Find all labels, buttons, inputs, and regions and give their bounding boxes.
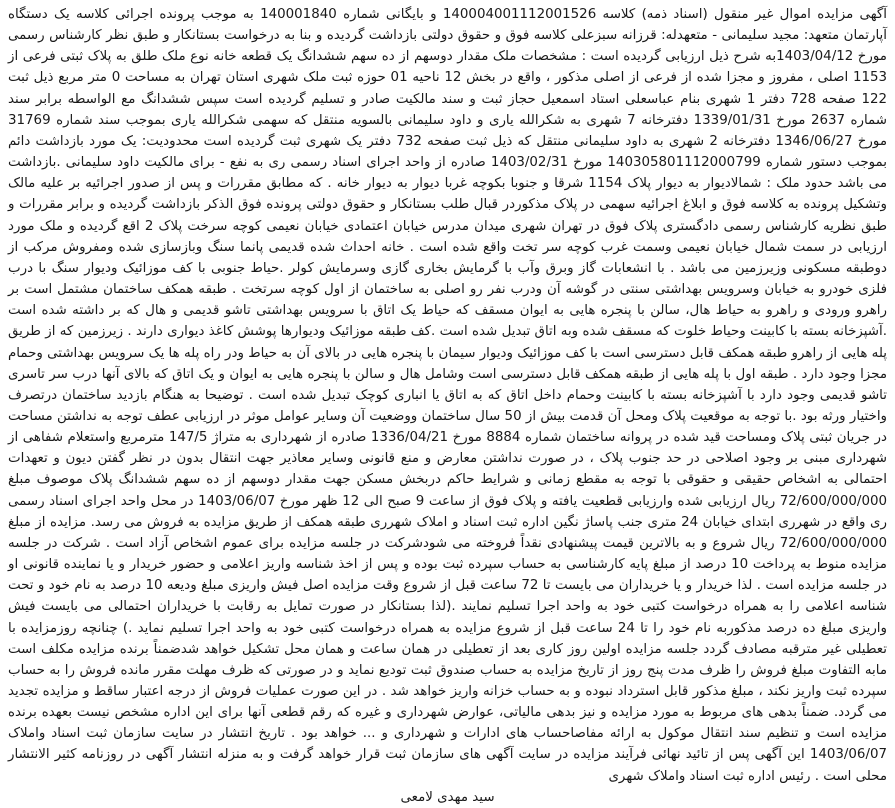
notice-signature: سید مهدی لامعی — [400, 789, 495, 805]
auction-notice-body: آگهی مزایده اموال غیر منقول (اسناد ذمه) کلاسه 140004001112001526 و بایگانی شماره 140001840 به موجب پرونده اجرائی کلاسه یک دستگاه آپارتمان متعهد: مجید سلیمانی - متعهدله: قرزانه سبزعلی کلاسه فوق و حقوق دولتی بازداشت گردیده و بنا به درخواست بستانکار و طبق نظر کارشناس رسمی مورخ 1403/04/12به شرح ذیل ارزیابی گردیده است : مشخصات ملک مقدار دوسهم از ده سهم ششدانگ یک قطعه خانه نوع ملک طلق به پلاک ثبتی فرعی از 1153 اصلی ، مفروز و مجزا شده از فرعی از اصلی مذکور ، واقع در بخش 12 ناحیه 01 حوزه ثبت ملک شهری استان تهران به مساحت 0 متر مربع ذیل ثبت 122 صفحه 728 دفتر 1 شهری بنام عباسعلی استاد اسمعیل حجاز ثبت و سند مالکیت صادر و تسلیم گردیده است سپس ششدانگ مع الواسطه برابر سند شماره 2637 مورخ 1339/01/31 دفترخانه 7 شهری به شکرالله یاری و داود سلیمانی بالسویه منتقل که سهمی شکرالله یاری بموجب سند شماره 31769 مورخ 1346/06/27 دفترخانه 2 شهری به داود سلیمانی منتقل که ذیل ثبت صفحه 732 دفتر یک شهری ثبت گردیده است محدودیت: یک مورد بازداشت دائم بموجب دستور شماره 140305801112000799 مورخ 1403/02/31 صادره از واحد اجرای اسناد رسمی ری به نفع - برای مالکیت داود سلیمانی .بازداشت می باشد حدود ملک : شمالادیوار به دیوار پلاک 1154 شرقا و جنوبا بکوچه غربا دیوار به دیوار خانه . که مطابق مقررات و پس از صدور اجرائیه بر علیه مالک وتشکیل پرونده به کلاسه فوق و ابلاغ اجرائیه سهمی در پلاک مذکوردر قبال طلب بستانکار و حقوق دولتی پرونده فوق الذکر بازداشت گردیده و برابر مقررات و طبق نظریه کارشناس رسمی دادگستری پلاک فوق در تهران شهری میدان مدرس خیابان اعتمادی خیابان نعیمی کوچه سرخت پلاک 2 اقع گردیده و ملک مورد ارزیابی در سمت شمال خیابان نعیمی وسمت غرب کوچه سر تخت واقع شده است . خانه احداث شده قدیمی پانما سنگ وبازسازی شده ومفروش مرکب از دوطبقه مسکونی وزیرزمین می باشد . با انشعابات گاز وبرق وآب با گرمایش بخاری گازی وسرمایش کولر .حیاط جنوبی با کف موزائیک ودیوار سنگ با درب فلزی خودرو به خیابان وسرویس بهداشتی سنتی در گوشه آن ودرب نفر رو اصلی به ساختمان از اول کوچه سرتخت . طبقه همکف ساختمان مشتمل است بر راهرو ورودی و راهرو به حیاط هال، سالن با پنجره هایی به ایوان مسقف که حیاط یک اتاق با سرویس بهداشتی تاشو قدیمی و هال که بر داشته شده است .آشپزخانه بسته با کابینت وحیاط خلوت که مسقف شده وبه اتاق تبدیل شده است .کف طبقه موزائیک ودیوارها پوشش کاغذ دیواری دارند . زیرزمین که از طریق پله هایی از راهرو طبقه همکف قابل دسترسی است با کف موزائیک ودیوار سیمان با پنجره هایی در بالای آن به حیاط ودر راه پله ها یک سرویس بهداشتی وحمام مجزا وجود دارد . طبقه اول با پله هایی از طبقه همکف قابل دسترسی است وشامل هال و سالن با پنجره هایی به ایوان و یک اتاق که بالای آنها درب سر تاسری تاشو قدیمی وجود دارد با آشپزخانه بسته با کابینت وحمام داخل اتاق که به اتاق یا انباری کوچک تبدیل شده است . توضیحا به هنگام بازدید ساختمان درتصرف واختیار ورثه بود .با توجه به موقعیت پلاک ومحل آن قدمت بیش از 50 سال ساختمان ووضعیت آن وسایر عوامل موثر در ارزیابی عطف توجه به نداشتن مساحت در جریان ثبتی پلاک ومساحت قید شده در پروانه ساختمان شماره 8884 مورخ 1336/04/21 صادره از شهرداری به متراژ 147/5 مترمربع واستعلام شفاهی از شهرداری مبنی بر وجود اصلاحی در حد جنوب پلاک ، در صورت نداشتن معارض و منع قانونی وسایر معاذیر جهت انتقال بدون در نظر گفتن دیون و تعهدات احتمالی به اشخاص حقیقی و حقوقی با توجه به مقطع زمانی و شرایط حاکم دربخش مسکن جهت مقدار دوسهم از ده سهم ششدانگ پلاک موصوف مبلغ 72/600/000/000 ریال ارزیابی شده وارزیابی قطعیت یافته و پلاک فوق از ساعت 9 صبح الی 12 ظهر مورخ 1403/06/07 در محل واحد اجرای اسناد رسمی ری واقع در شهرری ابتدای خیابان 24 متری جنب پاساژ نگین اداره ثبت اسناد و املاک شهرری طبقه همکف از طریق مزایده به فروش می رسد. مزایده از مبلغ 72/600/000/000 ریال شروع و به بالاترین قیمت پیشنهادی نقداً فروخته می شودشرکت در جلسه مزایده برای عموم اشخاص آزاد است . شرکت در جلسه مزایده منوط به پرداخت 10 درصد از مبلغ پایه کارشناسی به حساب سپرده ثبت بوده و پس از اخذ شناسه واریز اعلامی و حضور خریدار و یا نماینده قانونی او در جلسه مزایده است . لذا خریدار و یا خریداران می بایست تا 72 ساعت قبل از شروع وقت مزایده اصل فیش واریزی مبلغ ودیعه 10 درصد به نام خود و تحت شناسه اعلامی را به همراه درخواست کتبی خود به واحد اجرا تسلیم نمایند .(لذا بستانکار در صورت تمایل به رقابت با خریداران احتمالی می بایست فیش واریزی مبلغ ده درصد مذکوربه نام خود را تا 24 ساعت قبل از شروع مزایده به همراه درخواست کتبی خود به واحد اجرا تسلیم نماید .) چنانچه روزمزایده با تعطیلی غیر مترقبه مصادف گردد جلسه مزایده اولین روز کاری بعد از تعطیلی در همان ساعت و همان محل تشکیل خواهد شدضمناً برنده مزایده مکلف است مابه التفاوت مبلغ فروش را ظرف مدت پنج روز از تاریخ مزایده به حساب صندوق ثبت تودیع نماید و در صورتی که ظرف مهلت مقرر مانده فروش را به حساب سپرده ثبت واریز نکند ، مبلغ مذکور قابل استرداد نبوده و به حساب خزانه واریز خواهد شد . در این صورت عملیات فروش از درجه اعتبار ساقط و مزایده تجدید می گردد. ضمناً بدهی های مربوط به مورد مزایده و نیز بدهی مالیاتی، عوارض شهرداری و غیره که رقم قطعی آنها برای این اداره مشخص نیست بعهده برنده مزایده است و تنظیم سند انتقال موکول به ارائه مفاصاحساب های ادارات و شهرداری و ... خواهد بود . تاریخ انتشار در سایت سازمان ثبت اسناد واملاک 1403/06/07 این آگهی پس از تائید نهائی فرآیند مزایده در سایت آگهی های سازمان ثبت قرار خواهد گرفت و به منزله انتشار آگهی در روزنامه کثیر الانتشار محلی است . رئیس اداره ثبت اسناد واملاک شهری — [8, 7, 888, 784]
